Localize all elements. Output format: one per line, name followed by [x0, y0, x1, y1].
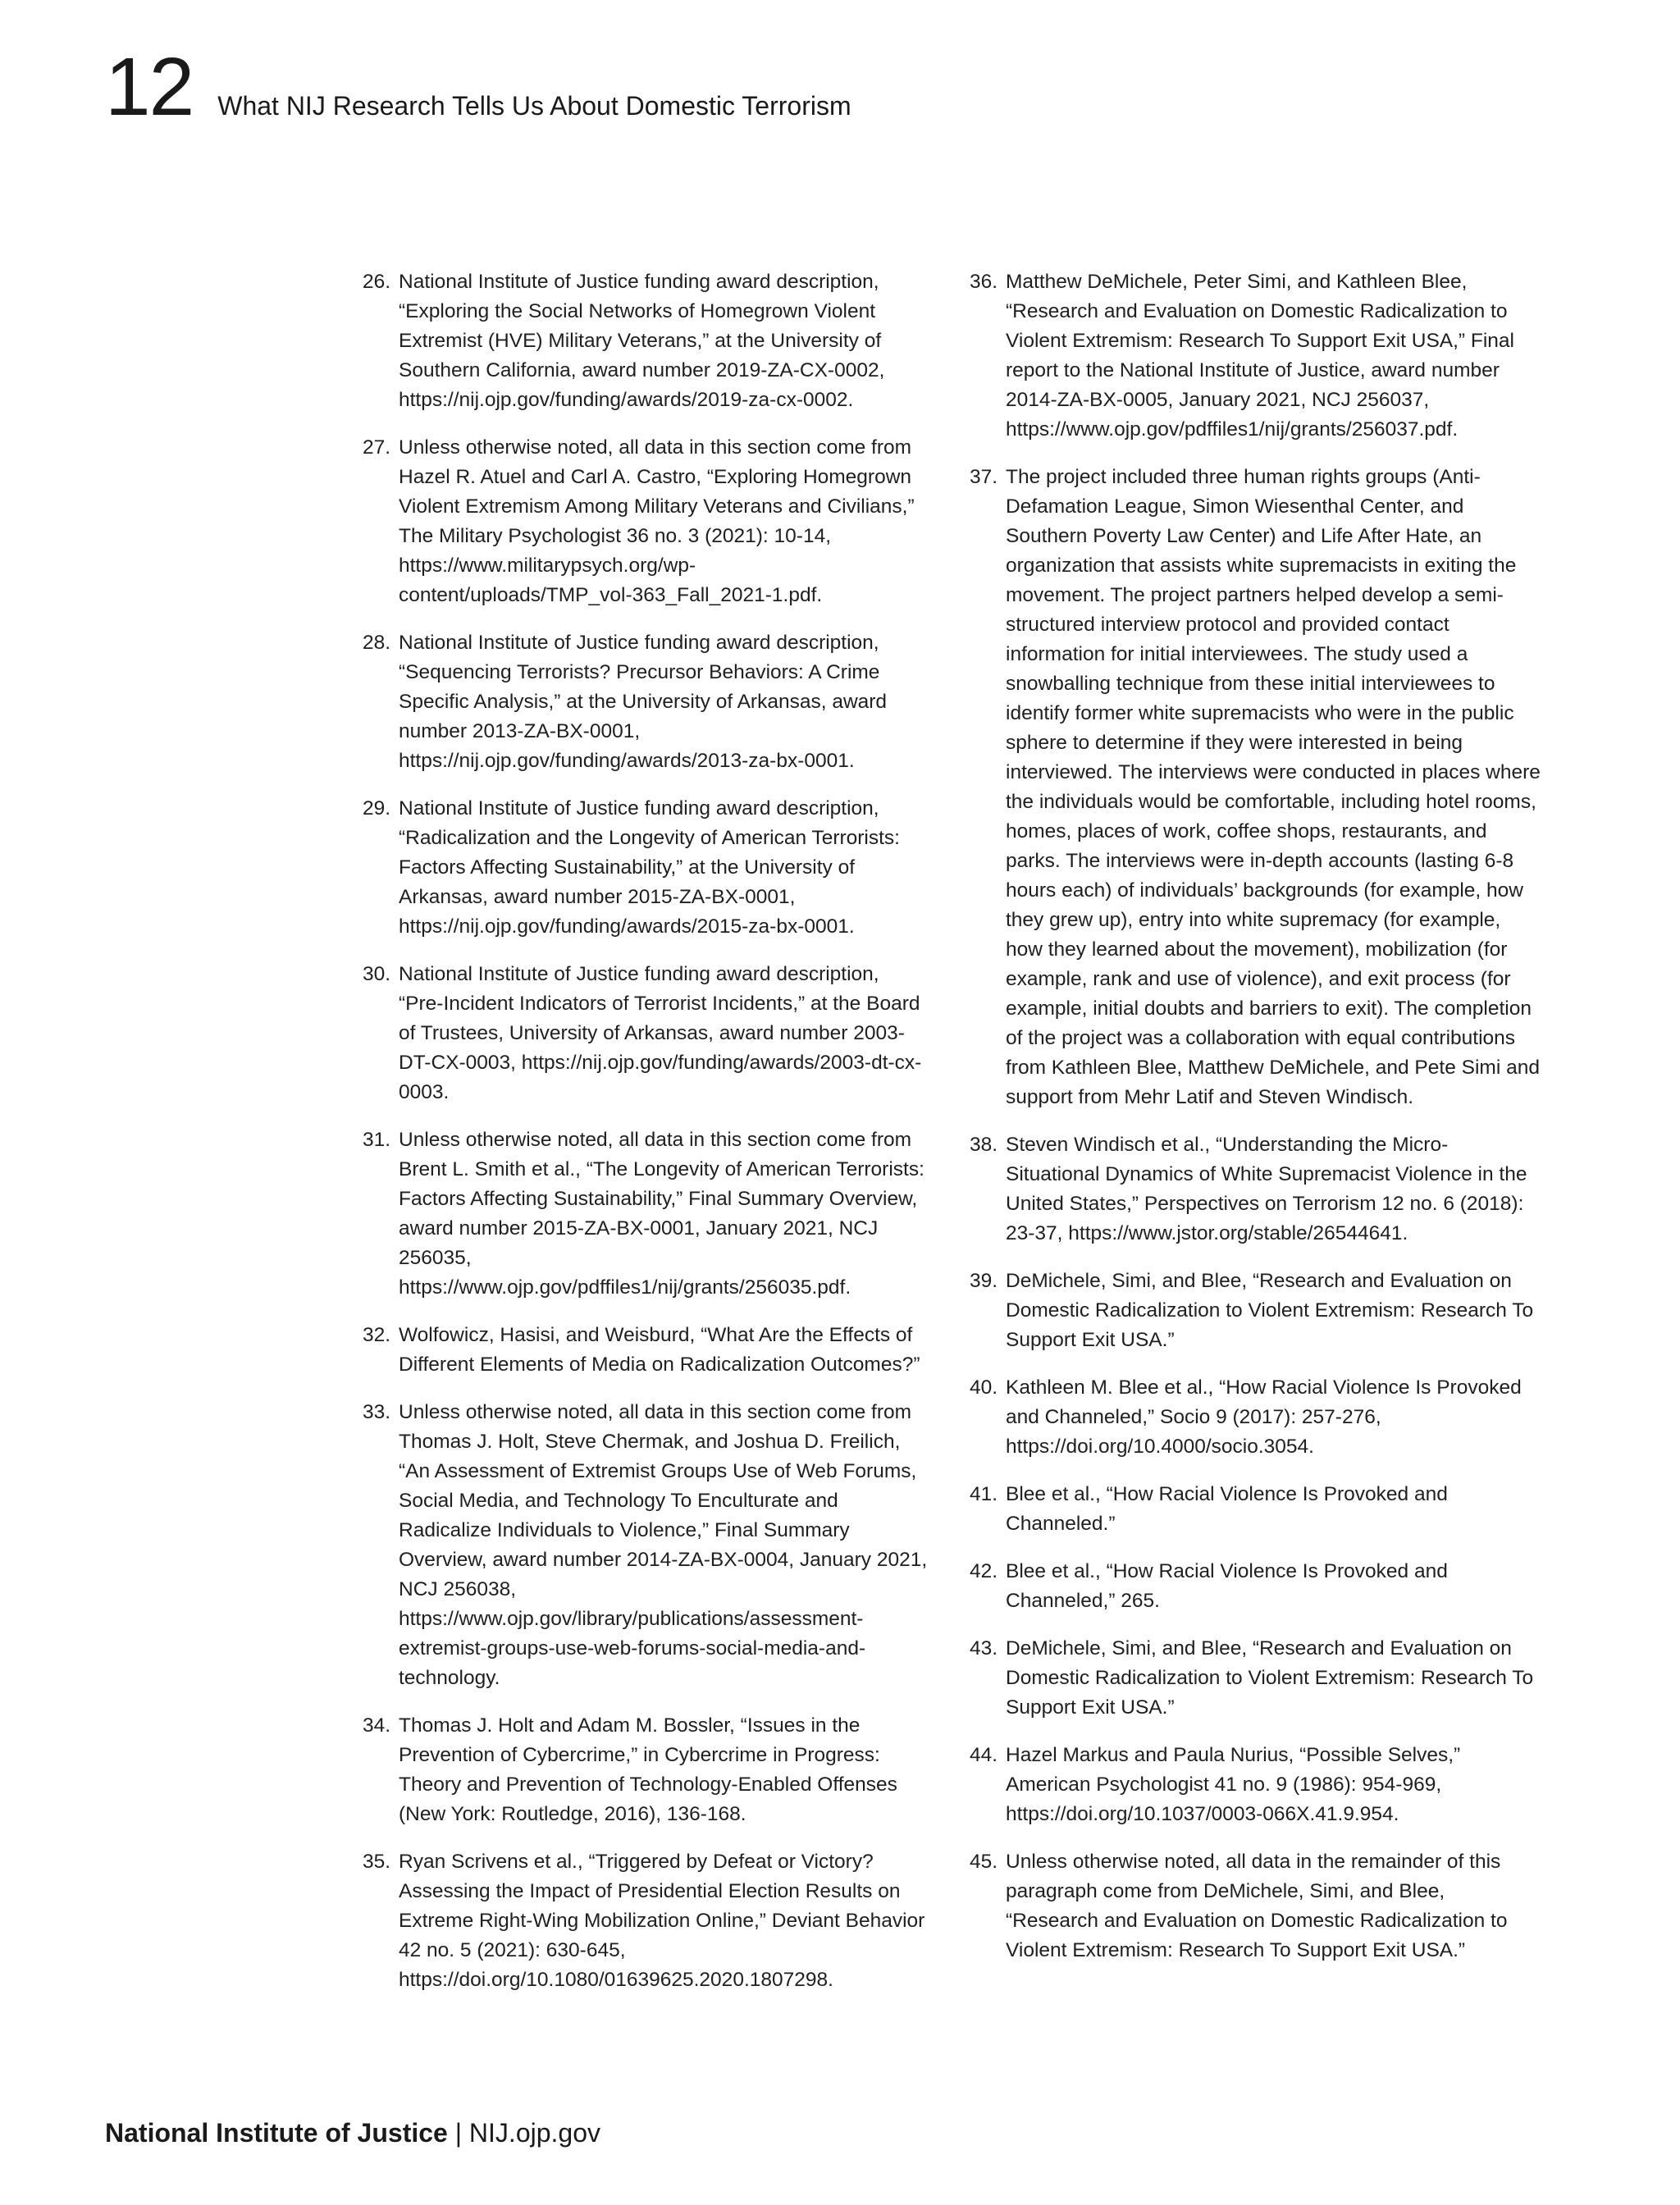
endnote-text: National Institute of Justice funding award description, “Exploring the Social Networks of Homegrown Violent Extremist (HVE) Military Veterans,” at the University of Southern California, award number 2019-ZA-CX-0002, https://nij.ojp.gov/funding/awards/2019-za-cx-0002.	[399, 271, 885, 411]
endnote-text: Unless otherwise noted, all data in this section come from Brent L. Smith et al., “The Longevity of American Terrorists: Factors Affecting Sustainability,” Final Summary Overview, award number 2015-ZA-BX-0001, January 2021, NCJ 256035, https://www.ojp.gov/pdffiles1/nij/grants/256035.pdf.	[399, 1129, 924, 1299]
endnotes-left-column	[363, 267, 929, 2013]
endnote-text: National Institute of Justice funding award description, “Sequencing Terrorists? Precursor Behaviors: A Crime Specific Analysis,” at the University of Arkansas, award number 2013-ZA-BX-0001, https://nij.ojp.gov/funding/awards/2013-za-bx-0001.	[399, 632, 888, 772]
endnote	[363, 1321, 929, 1380]
endnote-number: 45.	[970, 1851, 998, 1873]
endnote	[363, 794, 929, 942]
endnote-text: Ryan Scrivens et al., “Triggered by Defeat or Victory? Assessing the Impact of Presidential Election Results on Extreme Right-Wing Mobilization Online,” Deviant Behavior 42 no. 5 (2021): 630-645, https://doi.org/10.1080/01639625.2020.1807298.	[399, 1851, 925, 1991]
endnote-number: 40.	[970, 1376, 998, 1399]
endnote	[363, 1847, 929, 1995]
endnote-text: The project included three human rights groups (Anti-Defamation League, Simon Wiesenthal Center, and Southern Poverty Law Center) and Life After Hate, an organization that assists white supremacists in exiting the movement. The project partners helped develop a semi-structured interview protocol and provided contact information for initial interviewees. The study used a snowballing technique from these initial interviewees to identify former white supremacists who were in the public sphere to determine if they were interested in being interviewed. The interviews were conducted in places where the individuals would be comfortable, including hotel rooms, homes, places of work, coffee shops, restaurants, and parks. The interviews were in-depth accounts (lasting 6-8 hours each) of individuals’ backgrounds (for example, how they grew up), entry into white supremacy (for example, how they learned about the movement), mobilization (for example, rank and use of violence), and exit process (for example, initial doubts and barriers to exit). The completion of the project was a collaboration with equal contributions from Kathleen Blee, Matthew DeMichele, and Pete Simi and support from Mehr Latif and Steven Windisch.	[1006, 466, 1541, 1108]
endnote-number: 42.	[970, 1560, 998, 1582]
endnote	[970, 1373, 1541, 1462]
endnote-text: Hazel Markus and Paula Nurius, “Possible Selves,” American Psychologist 41 no. 9 (1986): 954-969, https://doi.org/10.1037/0003-066X.41.9.954.	[1006, 1744, 1461, 1825]
endnote-text: Unless otherwise noted, all data in the remainder of this paragraph come from DeMichele, Simi, and Blee, “Research and Evaluation on Domestic Radicalization to Violent Extremism: Research To Support Exit USA.”	[1006, 1851, 1508, 1961]
endnote-text: Matthew DeMichele, Peter Simi, and Kathleen Blee, “Research and Evaluation on Domestic Radicalization to Violent Extremism: Research To Support Exit USA,” Final report to the National Institute of Justice, award number 2014-ZA-BX-0005, January 2021, NCJ 256037, https://www.ojp.gov/pdffiles1/nij/grants/256037.pdf.	[1006, 271, 1515, 441]
endnote	[363, 628, 929, 776]
endnote-number: 32.	[363, 1324, 391, 1346]
endnote	[363, 1711, 929, 1829]
endnote-number: 29.	[363, 797, 391, 819]
endnote	[363, 433, 929, 610]
endnote-number: 37.	[970, 466, 998, 488]
endnote	[970, 1741, 1541, 1829]
endnote-number: 38.	[970, 1134, 998, 1156]
endnote-text: DeMichele, Simi, and Blee, “Research and Evaluation on Domestic Radicalization to Violent Extremism: Research To Support Exit USA.”	[1006, 1270, 1534, 1351]
endnote-number: 43.	[970, 1637, 998, 1659]
endnote	[970, 1480, 1541, 1539]
footer-website: NIJ.ojp.gov	[468, 2118, 600, 2148]
page-header	[105, 41, 851, 133]
endnote-number: 31.	[363, 1129, 391, 1151]
endnote-number: 27.	[363, 436, 391, 459]
endnote-number: 39.	[970, 1270, 998, 1292]
endnote	[970, 463, 1541, 1112]
endnote	[363, 1125, 929, 1303]
endnote-text: Steven Windisch et al., “Understanding the Micro-Situational Dynamics of White Supremacist Violence in the United States,” Perspectives on Terrorism 12 no. 6 (2018): 23-37, https://www.jstor.org/stable/26544641.	[1006, 1134, 1527, 1244]
endnote	[970, 1847, 1541, 1965]
endnote-text: National Institute of Justice funding award description, “Pre-Incident Indicators of Terrorist Incidents,” at the Board of Trustees, University of Arkansas, award number 2003-DT-CX-0003, https://nij.ojp.gov/funding/awards/2003-dt-cx-0003.	[399, 963, 922, 1103]
endnote-text: Unless otherwise noted, all data in this section come from Thomas J. Holt, Steve Chermak, and Joshua D. Freilich, “An Assessment of Extremist Groups Use of Web Forums, Social Media, and Technology To Enculturate and Radicalize Individuals to Violence,” Final Summary Overview, award number 2014-ZA-BX-0004, January 2021, NCJ 256038, https://www.ojp.gov/library/publications/assessment-extremist-groups-use-web-forums-social-media-and-technology.	[399, 1401, 928, 1689]
endnote-text: Blee et al., “How Racial Violence Is Provoked and Channeled.”	[1006, 1483, 1448, 1535]
running-title: What NIJ Research Tells Us About Domestic Terrorism	[217, 91, 851, 121]
footer-organization: National Institute of Justice	[105, 2118, 448, 2148]
endnote-text: Thomas J. Holt and Adam M. Bossler, “Issues in the Prevention of Cybercrime,” in Cybercrime in Progress: Theory and Prevention of Technology-Enabled Offenses (New York: Routledge, 2016), 136-168.	[399, 1714, 897, 1825]
endnote	[970, 267, 1541, 445]
page-number: 12	[105, 41, 194, 133]
endnote	[363, 1398, 929, 1693]
endnote-number: 34.	[363, 1714, 391, 1737]
footer-separator: |	[447, 2118, 469, 2148]
endnote-number: 36.	[970, 271, 998, 293]
endnote-number: 44.	[970, 1744, 998, 1766]
endnote	[970, 1267, 1541, 1355]
endnote-text: Blee et al., “How Racial Violence Is Provoked and Channeled,” 265.	[1006, 1560, 1448, 1612]
endnote	[363, 267, 929, 415]
page-footer	[105, 2118, 600, 2148]
endnote	[363, 960, 929, 1107]
endnote	[970, 1634, 1541, 1723]
endnote-number: 26.	[363, 271, 391, 293]
endnotes-right-column	[970, 267, 1541, 1984]
endnote	[970, 1130, 1541, 1249]
endnote	[970, 1557, 1541, 1616]
endnote-text: Unless otherwise noted, all data in this section come from Hazel R. Atuel and Carl A. Castro, “Exploring Homegrown Violent Extremism Among Military Veterans and Civilians,” The Military Psychologist 36 no. 3 (2021): 10-14, https://www.militarypsych.org/wp-content/uploads/TMP_vol-363_Fall_2021-1.pdf.	[399, 436, 915, 606]
endnote-number: 28.	[363, 632, 391, 654]
endnote-number: 33.	[363, 1401, 391, 1423]
endnote-text: Wolfowicz, Hasisi, and Weisburd, “What Are the Effects of Different Elements of Media on Radicalization Outcomes?”	[399, 1324, 920, 1376]
endnote-text: DeMichele, Simi, and Blee, “Research and Evaluation on Domestic Radicalization to Violent Extremism: Research To Support Exit USA.”	[1006, 1637, 1534, 1719]
endnote-text: National Institute of Justice funding award description, “Radicalization and the Longevity of American Terrorists: Factors Affecting Sustainability,” at the University of Arkansas, award number 2015-ZA-BX-0001, https://nij.ojp.gov/funding/awards/2015-za-bx-0001.	[399, 797, 900, 938]
endnote-number: 30.	[363, 963, 391, 985]
endnote-text: Kathleen M. Blee et al., “How Racial Violence Is Provoked and Channeled,” Socio 9 (2017): 257-276, https://doi.org/10.4000/socio.3054.	[1006, 1376, 1522, 1458]
endnote-number: 41.	[970, 1483, 998, 1505]
endnote-number: 35.	[363, 1851, 391, 1873]
